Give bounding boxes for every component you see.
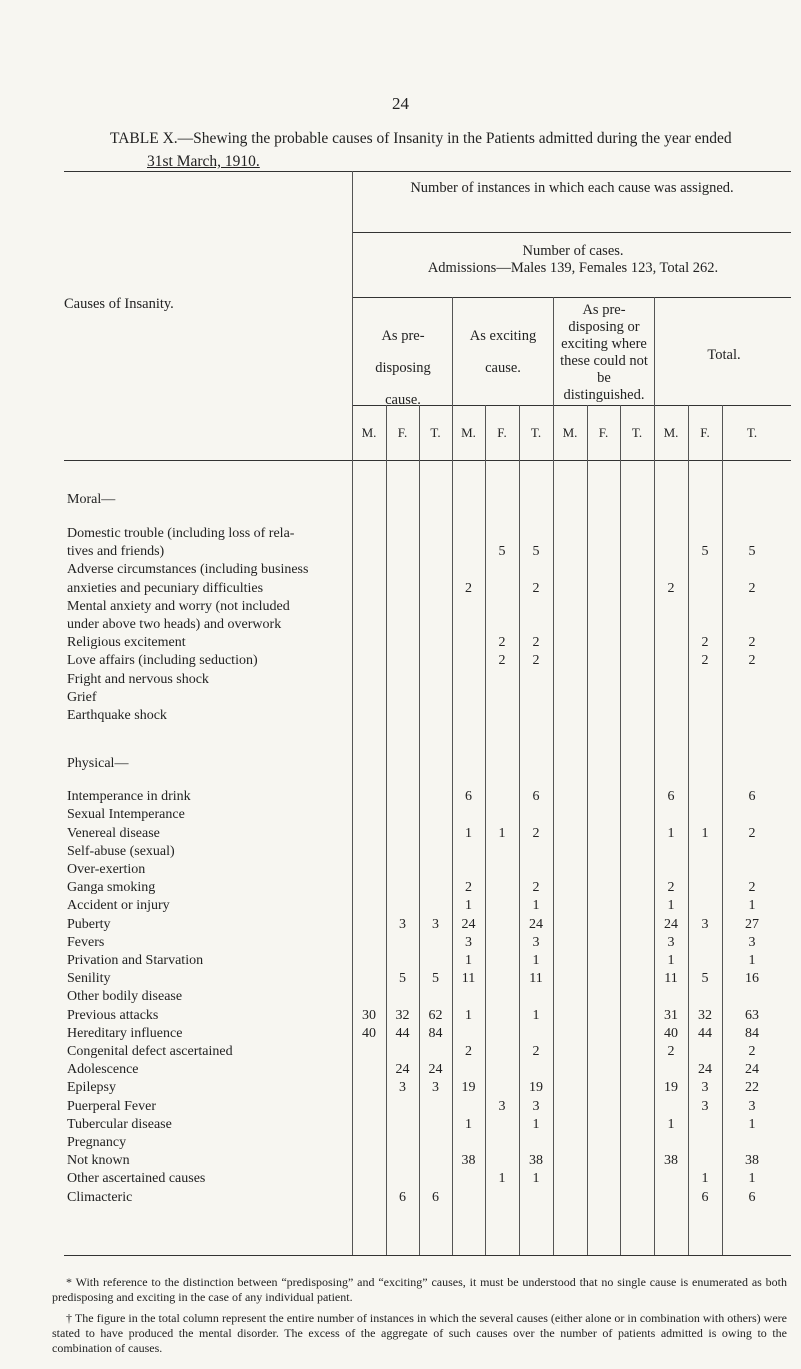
table-cell: 1 bbox=[748, 1116, 756, 1132]
row-label: Fevers bbox=[67, 934, 105, 950]
table-cell: 5 bbox=[748, 544, 756, 560]
table-cell: 27 bbox=[745, 916, 759, 932]
row-label: Hereditary influence bbox=[67, 1025, 183, 1041]
table-cell: 6 bbox=[667, 789, 675, 805]
subheader-3: M. bbox=[461, 425, 476, 440]
table-cell: 1 bbox=[532, 1116, 540, 1132]
table-title bbox=[110, 127, 790, 173]
table-cell: 3 bbox=[748, 934, 756, 950]
table-cell: 1 bbox=[667, 1116, 675, 1132]
table-cell: 2 bbox=[532, 580, 540, 596]
table-cell: 3 bbox=[701, 1098, 709, 1114]
table-cell: 2 bbox=[748, 580, 756, 596]
table-row bbox=[0, 708, 801, 726]
table-cell: 16 bbox=[745, 971, 759, 987]
table-cell: 1 bbox=[532, 953, 540, 968]
table-cell: 3 bbox=[432, 1080, 439, 1096]
table-cell: 84 bbox=[745, 1025, 759, 1041]
header-cases-line2: Admissions—Males 139, Females 123, Total 262. bbox=[427, 260, 719, 276]
table-row bbox=[0, 971, 801, 989]
table-cell: 1 bbox=[667, 953, 675, 968]
table-cell: 3 bbox=[432, 916, 439, 932]
subheader-0: M. bbox=[361, 425, 377, 440]
table-cell: 2 bbox=[465, 880, 472, 896]
table-cell: 3 bbox=[399, 916, 406, 932]
table-row bbox=[0, 1171, 801, 1189]
table-cell: 1 bbox=[701, 1171, 709, 1187]
row-label: Over-exertion bbox=[67, 862, 146, 877]
row-label: under above two heads) and overwork bbox=[67, 617, 282, 632]
table-row bbox=[0, 917, 801, 935]
table-cell: 44 bbox=[698, 1025, 712, 1041]
table-cell: 2 bbox=[701, 653, 709, 669]
table-cell: 2 bbox=[532, 880, 540, 896]
table-cell: 1 bbox=[667, 898, 675, 914]
subheader-7: F. bbox=[598, 425, 609, 440]
table-row bbox=[0, 880, 801, 898]
table-cell: 5 bbox=[498, 544, 506, 560]
table-row bbox=[0, 1135, 801, 1153]
table-cell: 40 bbox=[362, 1025, 376, 1041]
table-row bbox=[0, 826, 801, 844]
table-cell: 24 bbox=[428, 1062, 443, 1078]
table-cell: 1 bbox=[465, 898, 472, 914]
header-predisposing: As pre- disposing cause. bbox=[375, 328, 431, 408]
row-label: Sexual Intemperance bbox=[67, 807, 185, 823]
row-label: anxieties and pecuniary difficulties bbox=[67, 580, 264, 596]
table-cell: 62 bbox=[428, 1007, 443, 1023]
row-label: Congenital defect ascertained bbox=[67, 1044, 233, 1059]
row-label: tives and friends) bbox=[67, 544, 165, 560]
row-label: Religious excitement bbox=[67, 635, 186, 651]
table-cell: 11 bbox=[664, 971, 678, 987]
table-cell: 24 bbox=[529, 916, 543, 932]
table-cell: 2 bbox=[465, 1044, 472, 1059]
table-row bbox=[0, 653, 801, 671]
table-row bbox=[0, 1190, 801, 1208]
row-label: Ganga smoking bbox=[67, 880, 156, 896]
header-rule-2 bbox=[352, 297, 791, 298]
table-cell: 3 bbox=[701, 1080, 709, 1096]
table-cell: 38 bbox=[745, 1153, 759, 1169]
table-cell: 1 bbox=[465, 1116, 472, 1132]
row-label: Love affairs (including seduction) bbox=[67, 653, 258, 669]
subheader-1: F. bbox=[397, 425, 408, 440]
table-row bbox=[0, 1153, 801, 1171]
subheader-9: M. bbox=[663, 425, 679, 440]
header-both: As pre- disposing or exciting where these could not be distinguished. bbox=[560, 302, 648, 403]
table-cell: 1 bbox=[701, 825, 709, 841]
table-cell: 2 bbox=[667, 880, 675, 896]
table-cell: 11 bbox=[529, 971, 543, 987]
table-cell: 3 bbox=[748, 1098, 756, 1114]
table-cell: 3 bbox=[701, 916, 709, 932]
table-row bbox=[0, 581, 801, 599]
table-row bbox=[0, 807, 801, 825]
table-cell: 6 bbox=[399, 1189, 406, 1205]
table-cell: 2 bbox=[498, 653, 506, 669]
table-cell: 1 bbox=[748, 953, 756, 968]
table-cell: 6 bbox=[432, 1189, 439, 1205]
table-row bbox=[0, 989, 801, 1007]
table-cell: 2 bbox=[701, 635, 709, 651]
page-number: 24 bbox=[392, 94, 409, 113]
row-label: Grief bbox=[67, 689, 97, 705]
table-cell: 1 bbox=[748, 1171, 756, 1187]
table-cell: 1 bbox=[667, 825, 675, 841]
table-cell: 19 bbox=[664, 1080, 678, 1096]
table-cell: 6 bbox=[748, 789, 756, 805]
table-row bbox=[0, 1099, 801, 1117]
table-row bbox=[0, 1080, 801, 1098]
table-cell: 24 bbox=[461, 916, 476, 932]
subheader-5: T. bbox=[530, 425, 542, 440]
table-cell: 1 bbox=[532, 898, 540, 914]
table-cell: 1 bbox=[498, 825, 506, 841]
row-label: Epilepsy bbox=[67, 1080, 116, 1096]
table-cell: 1 bbox=[532, 1171, 540, 1187]
table-cell: 1 bbox=[465, 825, 472, 841]
table-cell: 5 bbox=[432, 971, 439, 987]
table-cell: 31 bbox=[664, 1007, 678, 1023]
table-cell: 2 bbox=[667, 1044, 675, 1059]
table-cell: 38 bbox=[529, 1153, 543, 1169]
table-row bbox=[0, 935, 801, 953]
table-cell: 1 bbox=[465, 1007, 472, 1023]
table-cell: 24 bbox=[395, 1062, 410, 1078]
row-label-line1: Mental anxiety and worry (not included bbox=[67, 598, 290, 614]
table-cell: 6 bbox=[701, 1189, 709, 1205]
row-label: Adolescence bbox=[67, 1062, 139, 1078]
table-cell: 19 bbox=[529, 1080, 543, 1096]
row-label: Puberty bbox=[67, 916, 111, 932]
table-cell: 2 bbox=[667, 580, 675, 596]
table-cell: 2 bbox=[748, 825, 756, 841]
header-instances: Number of instances in which each cause was assigned. bbox=[410, 180, 734, 196]
table-row bbox=[0, 1008, 801, 1026]
table-cell: 6 bbox=[748, 1189, 756, 1205]
subheader-8: T. bbox=[631, 425, 643, 440]
header-bottom-rule bbox=[64, 460, 791, 461]
table-cell: 38 bbox=[461, 1153, 476, 1169]
table-cell: 1 bbox=[465, 953, 472, 968]
row-label: Privation and Starvation bbox=[67, 953, 204, 968]
header-causes: Causes of Insanity. bbox=[64, 296, 174, 312]
table-cell: 22 bbox=[745, 1080, 759, 1096]
table-cell: 1 bbox=[748, 898, 756, 914]
table-cell: 2 bbox=[532, 1044, 540, 1059]
table-cell: 2 bbox=[748, 653, 756, 669]
table-cell: 2 bbox=[532, 825, 540, 841]
table-cell: 2 bbox=[748, 1044, 756, 1059]
table-cell: 3 bbox=[532, 934, 540, 950]
table-cell: 24 bbox=[745, 1062, 759, 1078]
table-cell: 32 bbox=[698, 1007, 712, 1023]
table-cell: 3 bbox=[532, 1098, 540, 1114]
table-row bbox=[0, 862, 801, 880]
title-line-2: 31st March, 1910. bbox=[147, 153, 260, 170]
subheader-11: T. bbox=[746, 425, 758, 440]
section-heading: Moral— bbox=[67, 492, 116, 507]
header-cases-line1: Number of cases. bbox=[522, 243, 624, 259]
subheader-6: M. bbox=[562, 425, 578, 440]
table-cell: 5 bbox=[399, 971, 406, 987]
table-cell: 2 bbox=[532, 653, 540, 669]
subheader-2: T. bbox=[430, 425, 441, 440]
table-row bbox=[0, 544, 801, 562]
row-label: Puerperal Fever bbox=[67, 1098, 157, 1114]
subheader-4: F. bbox=[497, 425, 507, 440]
table-cell: 5 bbox=[701, 971, 709, 987]
table-row bbox=[0, 635, 801, 653]
table-cell: 3 bbox=[399, 1080, 406, 1096]
table-row bbox=[0, 844, 801, 862]
table-cell: 63 bbox=[745, 1007, 759, 1023]
section-heading: Physical— bbox=[67, 756, 129, 772]
footnote-2: † The figure in the total column represent the entire number of instances in which the several causes (either alone or in combination with others) were stated to have produced the mental disorder. The excess of the aggregate of such causes over the number of patients admitted is owing to the combination of causes. bbox=[52, 1311, 787, 1355]
table-cell: 1 bbox=[532, 1007, 540, 1023]
table-cell: 5 bbox=[701, 544, 709, 560]
table-cell: 5 bbox=[532, 544, 540, 560]
row-label: Other bodily disease bbox=[67, 989, 183, 1005]
table-cell: 84 bbox=[428, 1025, 443, 1041]
table-cell: 40 bbox=[664, 1025, 678, 1041]
row-label: Fright and nervous shock bbox=[67, 671, 209, 687]
table-cell: 3 bbox=[667, 934, 675, 950]
table-cell: 19 bbox=[461, 1080, 476, 1096]
row-label: Other ascertained causes bbox=[67, 1171, 206, 1187]
table-bottom-rule bbox=[64, 1255, 791, 1256]
row-label: Senility bbox=[67, 971, 111, 987]
table-cell: 1 bbox=[498, 1171, 506, 1187]
footnote-1: * With reference to the distinction between “predisposing” and “exciting” causes, it must be understood that no single cause is enumerated as both predisposing and exciting in the case of any individual patient. bbox=[52, 1275, 787, 1304]
row-label: Previous attacks bbox=[67, 1007, 159, 1023]
header-total: Total. bbox=[707, 347, 741, 363]
table-cell: 11 bbox=[461, 971, 476, 987]
table-cell: 2 bbox=[532, 635, 540, 651]
table-row bbox=[0, 672, 801, 690]
table-cell: 3 bbox=[465, 934, 472, 950]
row-label-line1: Domestic trouble (including loss of rela- bbox=[67, 526, 295, 541]
table-cell: 30 bbox=[362, 1007, 376, 1023]
table-cell: 32 bbox=[395, 1007, 410, 1023]
row-label: Not known bbox=[67, 1153, 130, 1169]
table-row bbox=[0, 898, 801, 916]
title-line-1: TABLE X.—Shewing the probable causes of Insanity in the Patients admitted during the year ended bbox=[110, 130, 732, 147]
subheader-10: F. bbox=[700, 425, 710, 440]
table-row bbox=[0, 1044, 801, 1062]
row-label: Tubercular disease bbox=[67, 1116, 172, 1132]
table-cell: 44 bbox=[395, 1025, 410, 1041]
table-row bbox=[0, 617, 801, 635]
row-label: Pregnancy bbox=[67, 1135, 127, 1150]
row-label: Venereal disease bbox=[67, 825, 160, 841]
row-label: Climacteric bbox=[67, 1189, 133, 1205]
header-cases bbox=[358, 243, 788, 277]
table-cell: 3 bbox=[498, 1098, 506, 1114]
header-rule-1 bbox=[352, 232, 791, 233]
table-cell: 2 bbox=[748, 880, 756, 896]
row-label-line1: Adverse circumstances (including business bbox=[67, 562, 309, 578]
table-cell: 2 bbox=[748, 635, 756, 651]
row-label: Intemperance in drink bbox=[67, 789, 191, 805]
table-cell: 24 bbox=[664, 916, 678, 932]
table-cell: 2 bbox=[465, 580, 472, 596]
table-top-rule bbox=[64, 171, 791, 172]
table-row bbox=[0, 690, 801, 708]
table-cell: 38 bbox=[664, 1153, 678, 1169]
table-cell: 6 bbox=[465, 789, 472, 805]
row-label: Self-abuse (sexual) bbox=[67, 843, 175, 859]
table-cell: 2 bbox=[498, 635, 506, 651]
header-exciting: As exciting cause. bbox=[469, 328, 537, 376]
table-row bbox=[0, 1117, 801, 1135]
table-row bbox=[0, 1062, 801, 1080]
table-row bbox=[0, 789, 801, 807]
row-label: Accident or injury bbox=[67, 898, 170, 914]
table-row bbox=[0, 953, 801, 971]
table-cell: 6 bbox=[532, 789, 540, 805]
table-row bbox=[0, 1026, 801, 1044]
row-label: Earthquake shock bbox=[67, 708, 167, 723]
table-cell: 24 bbox=[698, 1062, 712, 1078]
